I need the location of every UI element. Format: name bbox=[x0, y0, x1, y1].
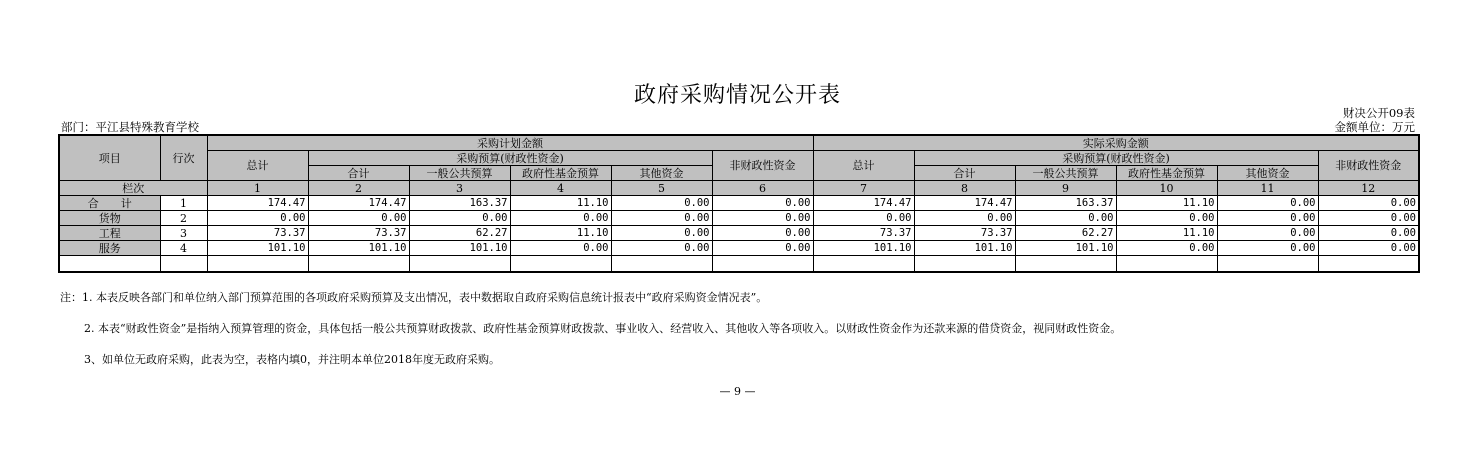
cell-value: 101.10 bbox=[207, 241, 308, 256]
cell-value: 0.00 bbox=[1318, 196, 1419, 211]
header-actual-budget: 采购预算(财政性资金) bbox=[914, 151, 1318, 166]
cell-value: 62.27 bbox=[1015, 226, 1116, 241]
col-num: 8 bbox=[914, 181, 1015, 196]
cell-value: 0.00 bbox=[207, 211, 308, 226]
cell-value: 163.37 bbox=[1015, 196, 1116, 211]
header-actual-general: 一般公共预算 bbox=[1015, 166, 1116, 181]
form-number: 财决公开09表 bbox=[1342, 106, 1415, 120]
cell-value: 0.00 bbox=[914, 211, 1015, 226]
cell-value: 163.37 bbox=[409, 196, 510, 211]
cell-value: 0.00 bbox=[1217, 241, 1318, 256]
cell-value: 174.47 bbox=[207, 196, 308, 211]
col-num: 2 bbox=[308, 181, 409, 196]
cell-value: 174.47 bbox=[813, 196, 914, 211]
row-number: 3 bbox=[160, 226, 207, 241]
cell-value: 101.10 bbox=[1015, 241, 1116, 256]
column-number-row bbox=[59, 181, 1419, 196]
department-label: 部门：平江县特殊教育学校 bbox=[61, 120, 199, 134]
cell-value: 174.47 bbox=[914, 196, 1015, 211]
cell-value: 0.00 bbox=[510, 211, 611, 226]
col-num: 7 bbox=[813, 181, 914, 196]
page-title: 政府采购情况公开表 bbox=[633, 83, 841, 108]
row-item-name: 货物 bbox=[59, 211, 160, 226]
table-row bbox=[59, 211, 1419, 226]
header-actual-group: 实际采购金额 bbox=[813, 135, 1419, 151]
cell-value: 11.10 bbox=[510, 226, 611, 241]
cell-value: 11.10 bbox=[1116, 196, 1217, 211]
header-actual-subtotal: 合计 bbox=[914, 166, 1015, 181]
cell-value: 73.37 bbox=[813, 226, 914, 241]
cell-value: 101.10 bbox=[914, 241, 1015, 256]
cell-value: 0.00 bbox=[1217, 196, 1318, 211]
col-num: 1 bbox=[207, 181, 308, 196]
row-number: 4 bbox=[160, 241, 207, 256]
header-plan-total: 总计 bbox=[207, 151, 308, 181]
note-1: 注：1. 本表反映各部门和单位纳入部门预算范围的各项政府采购预算及支出情况，表中数据取自政府采购信息统计报表中“政府采购资金情况表”。 bbox=[60, 291, 768, 304]
column-label: 栏次 bbox=[59, 181, 207, 196]
header-actual-total: 总计 bbox=[813, 151, 914, 181]
col-num: 11 bbox=[1217, 181, 1318, 196]
procurement-table bbox=[58, 134, 1420, 273]
row-number: 1 bbox=[160, 196, 207, 211]
header-actual-other: 其他资金 bbox=[1217, 166, 1318, 181]
cell-value: 73.37 bbox=[207, 226, 308, 241]
cell-value: 101.10 bbox=[409, 241, 510, 256]
cell-value: 0.00 bbox=[712, 241, 813, 256]
note-3: 3、如单位无政府采购，此表为空，表格内填0，并注明本单位2018年度无政府采购。 bbox=[84, 353, 500, 366]
row-item-name: 服务 bbox=[59, 241, 160, 256]
cell-value: 0.00 bbox=[712, 196, 813, 211]
row-item-name: 工程 bbox=[59, 226, 160, 241]
col-num: 4 bbox=[510, 181, 611, 196]
page-number: — 9 — bbox=[719, 385, 756, 398]
cell-value: 0.00 bbox=[1217, 226, 1318, 241]
cell-value: 11.10 bbox=[1116, 226, 1217, 241]
empty-row bbox=[59, 256, 1419, 273]
row-item-name: 合 计 bbox=[59, 196, 160, 211]
header-row-no: 行次 bbox=[160, 135, 207, 181]
cell-value: 0.00 bbox=[813, 211, 914, 226]
cell-value: 0.00 bbox=[409, 211, 510, 226]
cell-value: 11.10 bbox=[510, 196, 611, 211]
cell-value: 0.00 bbox=[1217, 211, 1318, 226]
col-num: 6 bbox=[712, 181, 813, 196]
row-number: 2 bbox=[160, 211, 207, 226]
table-row bbox=[59, 241, 1419, 256]
cell-value: 0.00 bbox=[611, 241, 712, 256]
cell-value: 0.00 bbox=[1015, 211, 1116, 226]
header-plan-other: 其他资金 bbox=[611, 166, 712, 181]
col-num: 5 bbox=[611, 181, 712, 196]
cell-value: 174.47 bbox=[308, 196, 409, 211]
cell-value: 73.37 bbox=[914, 226, 1015, 241]
amount-unit-label: 金额单位：万元 bbox=[1334, 120, 1415, 134]
header-plan-budget: 采购预算(财政性资金) bbox=[308, 151, 712, 166]
col-num: 3 bbox=[409, 181, 510, 196]
cell-value: 0.00 bbox=[1318, 241, 1419, 256]
cell-value: 0.00 bbox=[712, 226, 813, 241]
header-plan-fund: 政府性基金预算 bbox=[510, 166, 611, 181]
header-item: 项目 bbox=[59, 135, 160, 181]
cell-value: 0.00 bbox=[611, 196, 712, 211]
data-rows bbox=[59, 196, 1419, 256]
cell-value: 73.37 bbox=[308, 226, 409, 241]
cell-value: 0.00 bbox=[712, 211, 813, 226]
cell-value: 0.00 bbox=[1318, 211, 1419, 226]
cell-value: 62.27 bbox=[409, 226, 510, 241]
cell-value: 101.10 bbox=[813, 241, 914, 256]
cell-value: 101.10 bbox=[308, 241, 409, 256]
col-num: 10 bbox=[1116, 181, 1217, 196]
header-actual-fund: 政府性基金预算 bbox=[1116, 166, 1217, 181]
note-2: 2. 本表“财政性资金”是指纳入预算管理的资金，具体包括一般公共预算财政拨款、政府性基金预算财政拨款、事业收入、经营收入、其他收入等各项收入。以财政性资金作为还款来源的借贷资金，视同财政性资金。 bbox=[84, 322, 1122, 335]
table-row bbox=[59, 196, 1419, 211]
cell-value: 0.00 bbox=[1318, 226, 1419, 241]
cell-value: 0.00 bbox=[611, 226, 712, 241]
header-actual-non-fiscal: 非财政性资金 bbox=[1318, 151, 1419, 181]
header-plan-subtotal: 合计 bbox=[308, 166, 409, 181]
cell-value: 0.00 bbox=[510, 241, 611, 256]
header-plan-general: 一般公共预算 bbox=[409, 166, 510, 181]
header-plan-group: 采购计划金额 bbox=[207, 135, 813, 151]
table-row bbox=[59, 226, 1419, 241]
cell-value: 0.00 bbox=[1116, 241, 1217, 256]
cell-value: 0.00 bbox=[308, 211, 409, 226]
col-num: 12 bbox=[1318, 181, 1419, 196]
cell-value: 0.00 bbox=[1116, 211, 1217, 226]
col-num: 9 bbox=[1015, 181, 1116, 196]
cell-value: 0.00 bbox=[611, 211, 712, 226]
header-plan-non-fiscal: 非财政性资金 bbox=[712, 151, 813, 181]
